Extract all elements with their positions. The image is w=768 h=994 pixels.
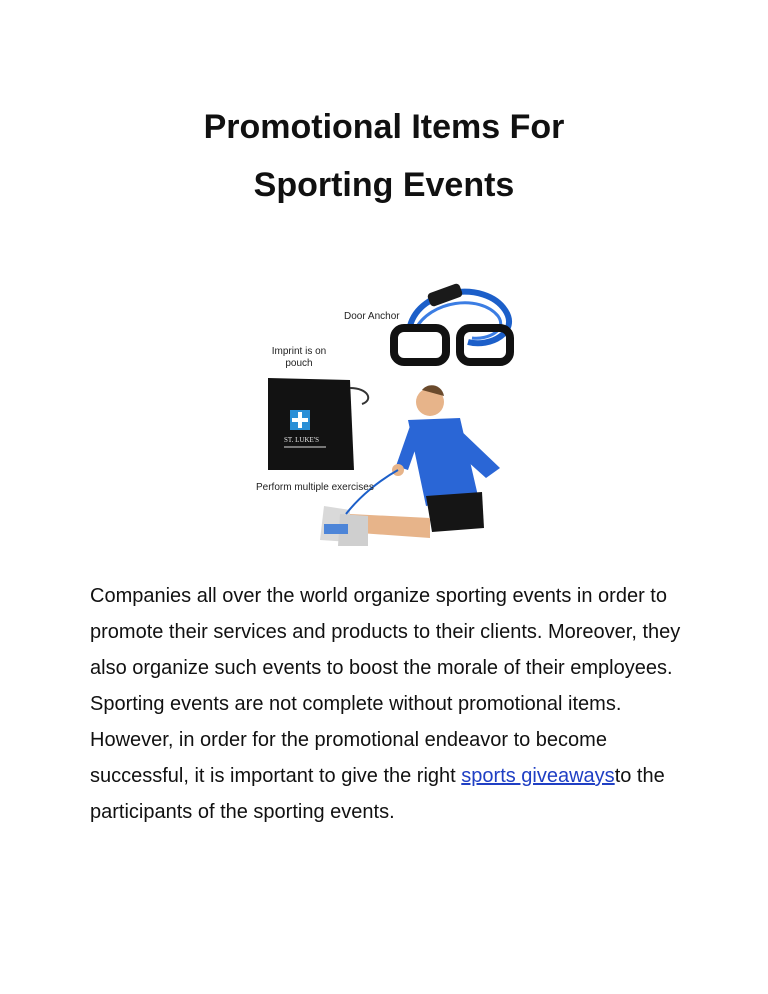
title-line-1: Promotional Items For [203, 108, 565, 146]
caption-imprint-line-2: pouch [285, 358, 313, 369]
product-figure [250, 270, 550, 560]
pouch-graphic [268, 378, 368, 470]
pouch-logo-text: ST. LUKE'S [284, 436, 319, 444]
sports-giveaways-link[interactable]: sports giveaways [461, 765, 615, 787]
title-line-2: Sporting Events [253, 166, 515, 204]
paragraph-text-before-link: Companies all over the world organize sporting events in order to promote their services and products to their clients. Moreover, they also organize such events to boost the morale of their employees. Sporting events are not complete without promotional items. However, in order for the promotional endeavor to become successful, it is important to give the right [90, 585, 681, 787]
caption-exercises: Perform multiple exercises [256, 482, 374, 493]
paragraph-text-after-link: to the participants of the sporting events. [90, 765, 665, 823]
caption-imprint [264, 346, 334, 370]
page-title [0, 98, 768, 214]
caption-imprint-line-1: Imprint is on [271, 346, 327, 357]
resistance-band-graphic [394, 283, 510, 362]
product-illustration [250, 270, 550, 560]
caption-door-anchor: Door Anchor [344, 311, 400, 322]
body-paragraph [90, 578, 690, 830]
